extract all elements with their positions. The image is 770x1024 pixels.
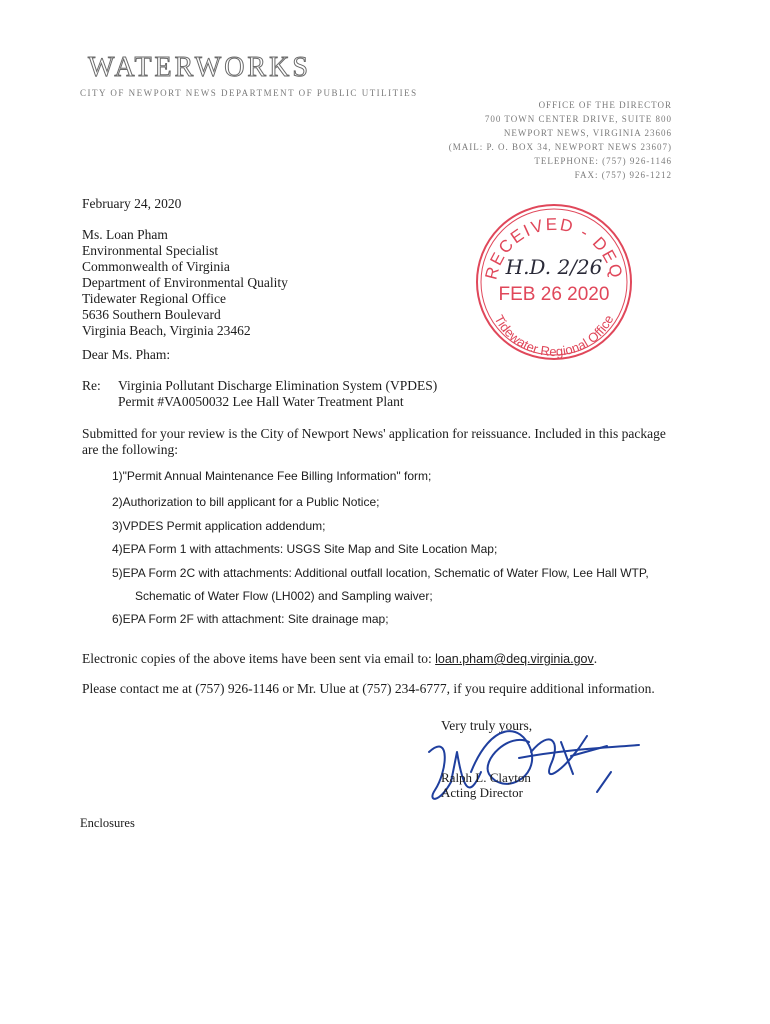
office-line: FAX: (757) 926-1212: [574, 170, 672, 180]
re-label: Re:: [82, 378, 101, 393]
intro-paragraph: Submitted for your review is the City of Newport News' application for reissuance. Included in this package are the following:: [82, 426, 666, 457]
re-line: Permit #VA0050032 Lee Hall Water Treatment Plant: [118, 394, 404, 409]
list-item: 1)"Permit Annual Maintenance Fee Billing Information" form;: [112, 469, 432, 483]
closing: Very truly yours,: [441, 718, 533, 733]
electronic-copies-text: Electronic copies of the above items have been sent via email to:: [82, 651, 436, 666]
address-line: Environmental Specialist: [82, 243, 219, 258]
address-line: 5636 Southern Boulevard: [82, 307, 221, 322]
department-name: CITY OF NEWPORT NEWS DEPARTMENT OF PUBLIC UTILITIES: [80, 88, 418, 98]
recipient-address: [82, 227, 288, 339]
list-item: 5)EPA Form 2C with attachments: Additional outfall location, Schematic of Water Flow, Lee Hall WTP,: [112, 566, 649, 580]
list-item: 3)VPDES Permit application addendum;: [112, 519, 326, 533]
signer-title: Acting Director: [441, 785, 523, 800]
received-stamp: [474, 202, 634, 362]
office-line: 700 TOWN CENTER DRIVE, SUITE 800: [484, 114, 672, 124]
office-line: NEWPORT NEWS, VIRGINIA 23606: [503, 128, 672, 138]
address-line: Tidewater Regional Office: [82, 291, 226, 306]
address-line: Department of Environmental Quality: [82, 275, 288, 290]
address-line: Virginia Beach, Virginia 23462: [82, 323, 251, 338]
stamp-initials: H.D. 2/26: [505, 255, 603, 279]
address-line: Commonwealth of Virginia: [82, 259, 230, 274]
list-item: Schematic of Water Flow (LH002) and Sampling waiver;: [135, 589, 433, 603]
list-item: 4)EPA Form 1 with attachments: USGS Site Map and Site Location Map;: [112, 542, 498, 556]
office-address: [449, 98, 672, 182]
office-line: (MAIL: P. O. BOX 34, NEWPORT NEWS 23607): [448, 142, 672, 152]
office-line: TELEPHONE: (757) 926-1146: [534, 156, 672, 166]
list-item: 6)EPA Form 2F with attachment: Site drainage map;: [112, 612, 389, 626]
email-link[interactable]: loan.pham@deq.virginia.gov: [435, 652, 594, 666]
signer-name: Ralph L. Clayton: [441, 770, 531, 785]
electronic-copies-suffix: .: [593, 651, 598, 666]
stamp-bottom-text: Tidewater Regional Office: [491, 312, 617, 360]
re-subject: [118, 378, 437, 410]
signer-block: [441, 770, 531, 800]
office-line: OFFICE OF THE DIRECTOR: [538, 100, 672, 110]
address-line: Ms. Loan Pham: [82, 227, 168, 242]
salutation: Dear Ms. Pham:: [82, 347, 171, 362]
electronic-copies-paragraph: [82, 651, 682, 667]
letter-date: February 24, 2020: [82, 196, 182, 211]
stamp-top-text: RECEIVED - DEQ: [481, 214, 627, 282]
re-line: Virginia Pollutant Discharge Elimination System (VPDES): [118, 378, 438, 393]
stamp-date: FEB 26 2020: [498, 284, 610, 305]
list-item: 2)Authorization to bill applicant for a Public Notice;: [112, 495, 380, 509]
enclosures-note: Enclosures: [80, 816, 135, 830]
contact-paragraph: Please contact me at (757) 926-1146 or Mr. Ulue at (757) 234-6777, if you require additional information.: [82, 681, 655, 696]
letterhead-logo: WATERWORKS: [88, 52, 311, 83]
